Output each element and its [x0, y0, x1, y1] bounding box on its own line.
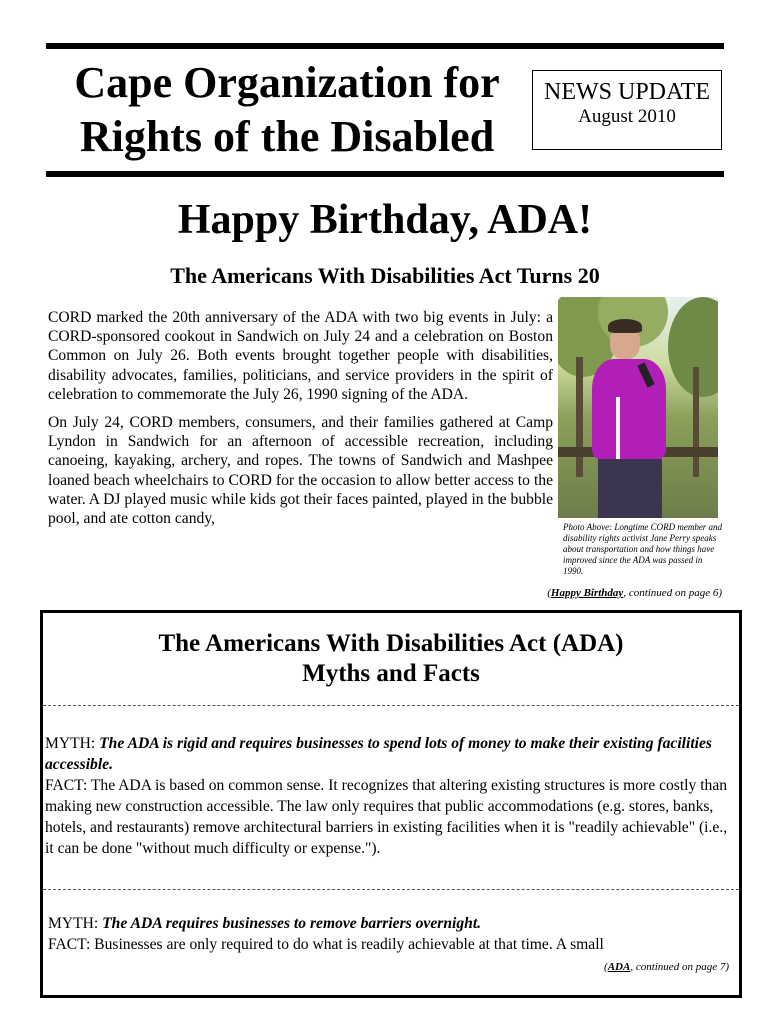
- news-update-heading: NEWS UPDATE: [544, 79, 710, 105]
- myth-label: MYTH: [45, 735, 91, 752]
- speaker-hair: [608, 319, 642, 333]
- tree-trunk: [576, 357, 583, 477]
- continued-open: (: [604, 961, 608, 973]
- speaker-shirt: [592, 359, 666, 459]
- masthead-title-line2: Rights of the Disabled: [79, 112, 495, 161]
- myths-title-line2: Myths and Facts: [302, 660, 480, 687]
- continued-open: (: [547, 587, 551, 599]
- article-body: [48, 308, 553, 537]
- issue-date: August 2010: [578, 106, 676, 127]
- photo-caption: Photo Above: Longtime CORD member and disability rights activist Jane Perry speaks about transportation and how things have improved since the ADA was passed in 1990.: [563, 522, 723, 576]
- happy-birthday-continued-link[interactable]: Happy Birthday: [550, 587, 624, 599]
- fact-label: FACT: [45, 777, 83, 794]
- myth-text: The ADA requires businesses to remove barriers overnight.: [102, 915, 482, 932]
- myths-title-line1: The Americans With Disabilities Act (ADA): [158, 630, 624, 657]
- masthead-bottom-rule: [46, 171, 724, 177]
- continued-note-page-6: [420, 587, 722, 599]
- top-rule: [46, 43, 724, 49]
- news-update-box: [532, 70, 722, 150]
- fact-line: FACT: Businesses are only required to do what is readily achievable at that time. A small: [48, 936, 604, 953]
- subheadline: The Americans With Disabilities Act Turns 20: [170, 263, 600, 288]
- tree-trunk: [693, 367, 699, 477]
- fact-text: Businesses are only required to do what is readily achievable at that time. A small: [94, 936, 604, 953]
- masthead-title-line1: Cape Organization for: [74, 58, 500, 107]
- article-paragraph-2: On July 24, CORD members, consumers, and their families gathered at Camp Lyndon in Sandwich for an afternoon of accessible recreation, including canoeing, kayaking, archery, and ropes. The towns of Sandwich and Mashpee loaned beach wheelchairs to CORD for the occasion to allow better access to the water. A DJ played music while kids got their faces painted, played in the bubble pool, and ate cotton candy,: [48, 414, 553, 528]
- myth-line: MYTH: The ADA requires businesses to remove barriers overnight.: [48, 915, 482, 932]
- fact-text: The ADA is based on common sense. It recognizes that altering existing structures is more costly than making new construction accessible. The law only requires that public accommodations (e.g. stores, banks, hotels, and restaurants) remove architectural barriers in existing facilities when it is "readily achievable" (i.e., it can be done "without much difficulty or expense.").: [45, 777, 728, 857]
- continued-rest: , continued on page 7): [630, 961, 729, 973]
- myth-fact-item: [48, 913, 738, 955]
- continued-rest: , continued on page 6): [623, 587, 722, 599]
- fact-line: FACT: The ADA is based on common sense. It recognizes that altering existing structures is more costly than making new construction accessible. The law only requires that public accommodations (e.g. stores, banks, hotels, and restaurants) remove architectural barriers in existing facilities when it is "readily achievable" (i.e., it can be done "without much difficulty or expense.").: [45, 777, 728, 857]
- myths-and-facts-box: [40, 610, 742, 998]
- myth-fact-item: [45, 733, 735, 859]
- ada-continued-link[interactable]: ADA: [607, 961, 631, 973]
- myth-text: The ADA is rigid and requires businesses to spend lots of money to make their existing facilities accessible.: [45, 735, 712, 773]
- speaker-pants: [598, 459, 662, 518]
- continued-note-page-7: [604, 961, 729, 973]
- masthead-title: [52, 56, 522, 164]
- dashed-divider: [43, 889, 739, 890]
- article-paragraph-1: CORD marked the 20th anniversary of the ADA with two big events in July: a CORD-sponsored cookout in Sandwich on July 24 and a celebration on Boston Common on July 26. Both events brought together people with disabilities, disability advocates, families, politicians, and service providers in the spirit of celebration to commemorate the July 26, 1990 signing of the ADA.: [48, 309, 553, 403]
- headline: Happy Birthday, ADA!: [177, 197, 593, 243]
- event-photo: [558, 297, 718, 518]
- dashed-divider: [43, 705, 739, 706]
- myth-label: MYTH: [48, 915, 94, 932]
- fact-label: FACT: [48, 936, 86, 953]
- myths-title: [43, 629, 739, 689]
- myth-line: MYTH: The ADA is rigid and requires businesses to spend lots of money to make their existing facilities accessible.: [45, 735, 712, 773]
